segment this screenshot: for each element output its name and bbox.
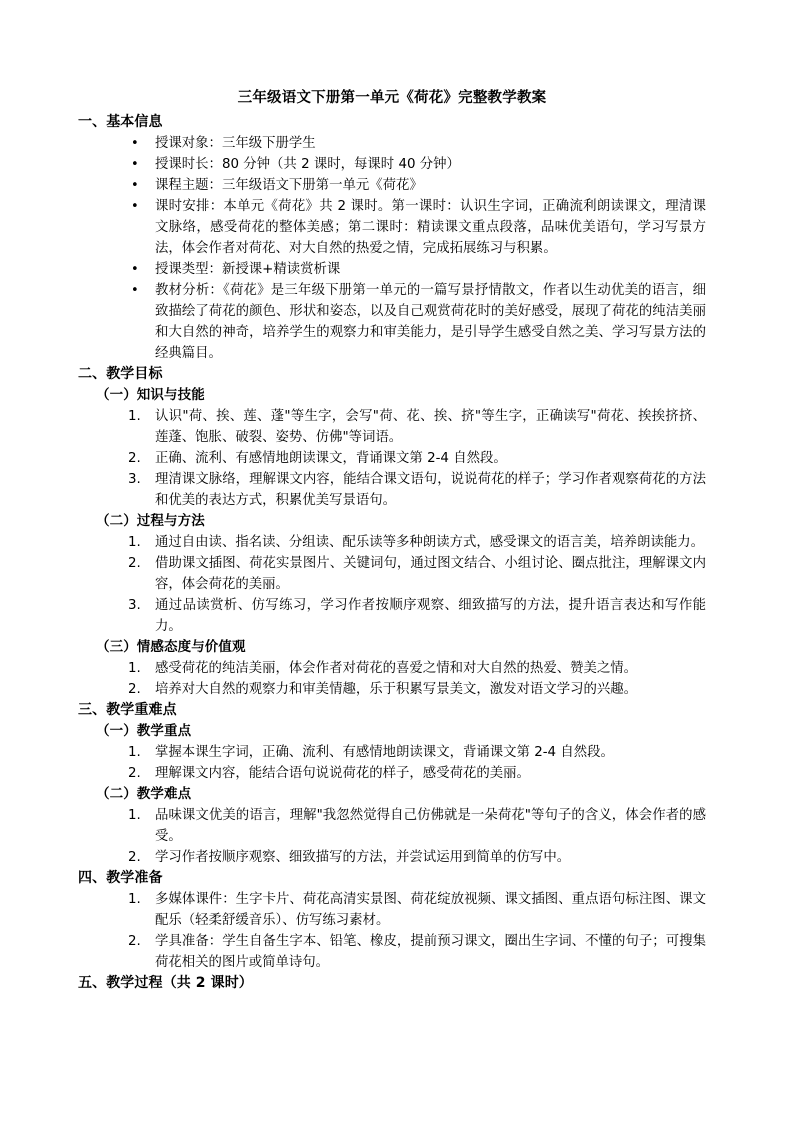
list-item: 认识"荷、挨、莲、蓬"等生字，会写"荷、花、挨、挤"等生字，正确读写"荷花、挨挨挤挤、莲蓬、饱胀、破裂、姿势、仿佛"等词语。 <box>155 409 706 445</box>
list-item: 学习作者按顺序观察、细致描写的方法，并尝试运用到简单的仿写中。 <box>155 850 571 865</box>
list-item: 学具准备：学生自备生字本、铅笔、橡皮，提前预习课文，圈出生字词、不懂的句子；可搜集荷花相关的图片或简单诗句。 <box>155 934 706 970</box>
list-item: • 授课对象：三年级下册学生 <box>78 133 706 154</box>
list-item: 通过自由读、指名读、分组读、配乐读等多种朗读方式，感受课文的语言美，培养朗读能力。 <box>155 535 705 550</box>
key-points-list <box>78 742 706 784</box>
list-item: • 教材分析：《荷花》是三年级下册第一单元的一篇写景抒情散文，作者以生动优美的语言，细致描绘了荷花的颜色、形状和姿态，以及自己观赏荷花时的美好感受，展现了荷花的纯洁美丽和大自然的神奇，培养学生的观察力和审美能力，是引导学生感受自然之美、学习写景方法的经典篇目。 <box>78 280 706 364</box>
section-basic-info <box>78 112 706 364</box>
difficult-points-list <box>78 805 706 868</box>
preparation-list <box>78 889 706 973</box>
list-item: 掌握本课生字词，正确、流利、有感情地朗读课文，背诵课文第 2-4 自然段。 <box>155 745 614 760</box>
list-item: 多媒体课件：生字卡片、荷花高清实景图、荷花绽放视频、课文插图、重点语句标注图、课文配乐（轻柔舒缓音乐）、仿写练习素材。 <box>155 892 706 928</box>
section-teaching-objectives <box>78 364 706 700</box>
section-heading-1: 一、基本信息 <box>78 114 163 130</box>
section-heading-4: 四、教学准备 <box>78 870 163 886</box>
list-item: 通过品读赏析、仿写练习，学习作者按顺序观察、细致描写的方法，提升语言表达和写作能力。 <box>155 598 706 634</box>
subsection-heading-key-points: （一）教学重点 <box>96 723 192 739</box>
section-teaching-preparation <box>78 868 706 973</box>
emotion-values-list <box>78 658 706 700</box>
section-heading-2: 二、教学目标 <box>78 366 163 382</box>
subsection-heading-emotion-values: （三）情感态度与价值观 <box>96 639 246 655</box>
subsection-heading-knowledge-skills: （一）知识与技能 <box>96 387 205 403</box>
section-heading-3: 三、教学重难点 <box>78 702 177 718</box>
section-key-difficult-points <box>78 700 706 868</box>
document-title: 三年级语文下册第一单元《荷花》完整教学教案 <box>237 90 547 106</box>
list-item: • 授课时长：80 分钟（共 2 课时，每课时 40 分钟） <box>78 154 706 175</box>
list-item: • 授课类型：新授课+精读赏析课 <box>78 259 706 280</box>
subsection-heading-process-methods: （二）过程与方法 <box>96 513 205 529</box>
knowledge-skills-list <box>78 406 706 511</box>
list-item: 品味课文优美的语言，理解"我忽然觉得自己仿佛就是一朵荷花"等句子的含义，体会作者的感受。 <box>155 808 706 844</box>
list-item: 感受荷花的纯洁美丽，体会作者对荷花的喜爱之情和对大自然的热爱、赞美之情。 <box>155 661 638 676</box>
section-heading-5: 五、教学过程（共 2 课时） <box>78 975 253 991</box>
section-teaching-process <box>78 973 706 994</box>
list-item: 理清课文脉络，理解课文内容，能结合课文语句，说说荷花的样子；学习作者观察荷花的方法和优美的表达方式，积累优美写景语句。 <box>155 472 706 508</box>
list-item: • 课程主题：三年级语文下册第一单元《荷花》 <box>78 175 706 196</box>
process-methods-list <box>78 532 706 637</box>
list-item: 培养对大自然的观察力和审美情趣，乐于积累写景美文，激发对语文学习的兴趣。 <box>155 682 638 697</box>
subsection-heading-difficult-points: （二）教学难点 <box>96 786 192 802</box>
list-item: 借助课文插图、荷花实景图片、关键词句，通过图文结合、小组讨论、圈点批注，理解课文内容，体会荷花的美丽。 <box>155 556 706 592</box>
basic-info-list <box>78 133 706 364</box>
list-item: 正确、流利、有感情地朗读课文，背诵课文第 2-4 自然段。 <box>155 451 507 466</box>
list-item: 理解课文内容，能结合语句说说荷花的样子，感受荷花的美丽。 <box>155 766 530 781</box>
list-item: • 课时安排：本单元《荷花》共 2 课时。第一课时：认识生字词，正确流利朗读课文，理清课文脉络，感受荷花的整体美感；第二课时：精读课文重点段落，品味优美语句，学习写景方法，体会作者对荷花、对大自然的热爱之情，完成拓展练习与积累。 <box>78 196 706 259</box>
